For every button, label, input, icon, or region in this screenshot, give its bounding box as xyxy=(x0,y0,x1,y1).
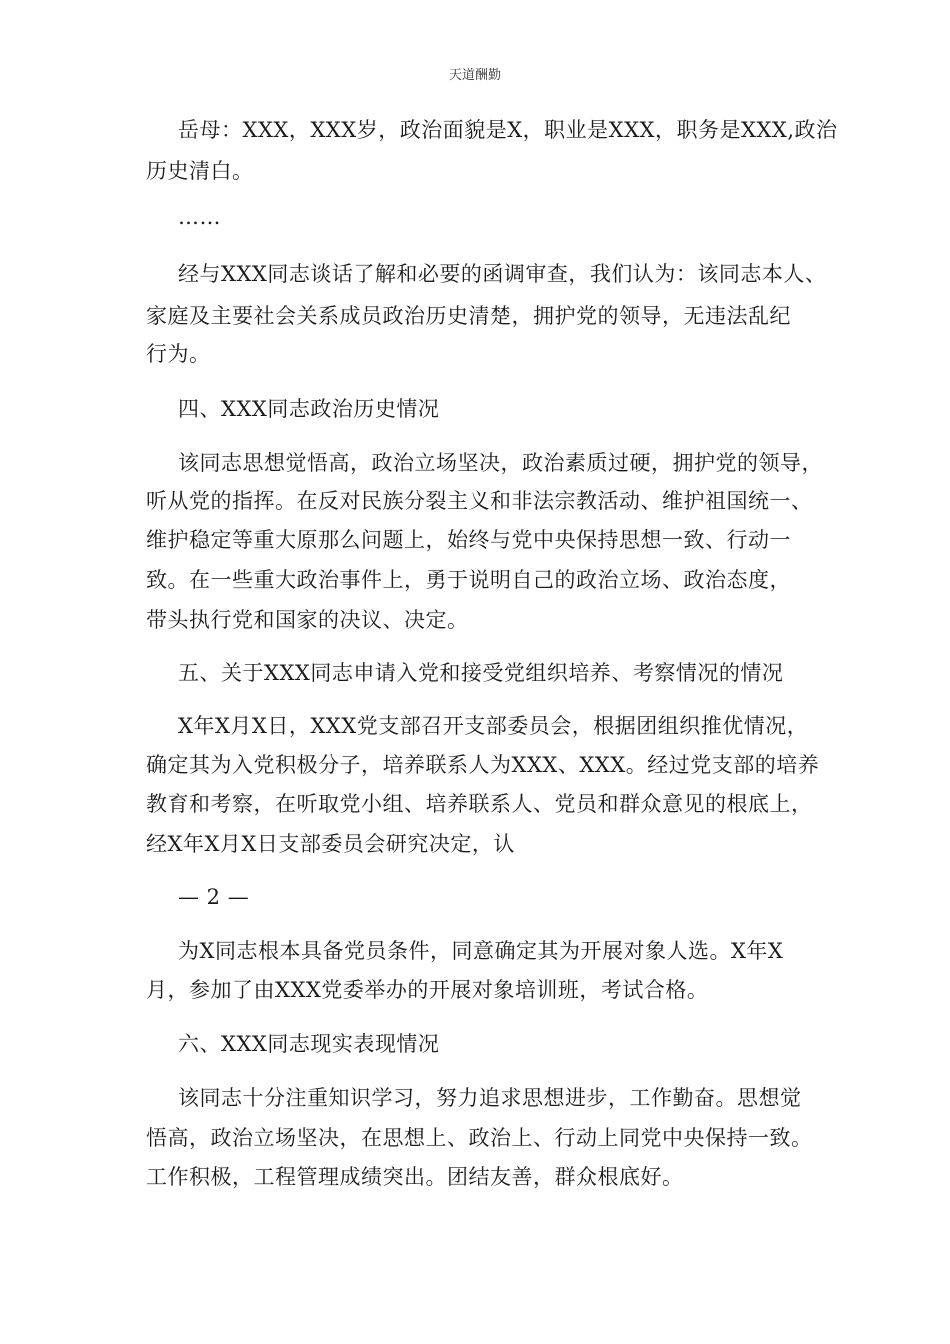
paragraph-line: 听从党的指挥。在反对民族分裂主义和非法宗教活动、维护祖国统一、 xyxy=(146,489,813,513)
paragraph-line: 工作积极，工程管理成绩突出。团结友善，群众根底好。 xyxy=(146,1165,684,1189)
page-number: — 2 — xyxy=(178,885,250,909)
paragraph-line: 岳母：XXX，XXX岁，政治面貌是X，职业是XXX，职务是XXX,政治 xyxy=(178,118,838,142)
paragraph-line: 历史清白。 xyxy=(146,159,254,183)
paragraph-line: 该同志十分注重知识学习，努力追求思想进步，工作勤奋。思想觉 xyxy=(178,1086,802,1110)
paragraph-line: 该同志思想觉悟高，政治立场坚决，政治素质过硬，拥护党的领导， xyxy=(178,451,823,475)
paragraph-line: 为X同志根本具备党员条件，同意确定其为开展对象人选。X年X xyxy=(178,939,784,963)
paragraph-line: 经与XXX同志谈话了解和必要的函调审查，我们认为：该同志本人、 xyxy=(178,262,827,286)
page-header: 天道酬勤 xyxy=(448,68,501,83)
paragraph-line: X年X月X日，XXX党支部召开支部委员会，根据团组织推优情况， xyxy=(178,714,809,738)
paragraph-line: 行为。 xyxy=(146,342,211,366)
paragraph-line: 维护稳定等重大原那么问题上，始终与党中央保持思想一致、行动一 xyxy=(146,528,791,552)
paragraph-line: 带头执行党和国家的决议、决定。 xyxy=(146,608,469,632)
paragraph-line: 致。在一些重大政治事件上，勇于说明自己的政治立场、政治态度， xyxy=(146,568,791,592)
paragraph-line: 悟高，政治立场坚决，在思想上、政治上、行动上同党中央保持一致。 xyxy=(146,1126,813,1150)
section-heading: 六、XXX同志现实表现情况 xyxy=(178,1032,440,1056)
paragraph-line: 家庭及主要社会关系成员政治历史清楚，拥护党的领导，无违法乱纪 xyxy=(146,304,791,328)
section-heading: 五、关于XXX同志申请入党和接受党组织培养、考察情况的情况 xyxy=(178,661,784,685)
ellipsis-line: …… xyxy=(178,205,221,229)
paragraph-line: 教育和考察，在听取党小组、培养联系人、党员和群众意见的根底上， xyxy=(146,792,813,816)
paragraph-line: 确定其为入党积极分子，培养联系人为XXX、XXX。经过党支部的培养 xyxy=(146,753,820,777)
section-heading: 四、XXX同志政治历史情况 xyxy=(178,397,440,421)
paragraph-line: 经X年X月X日支部委员会研究决定，认 xyxy=(146,832,515,856)
paragraph-line: 月，参加了由XXX党委举办的开展对象培训班，考试合格。 xyxy=(146,978,709,1002)
